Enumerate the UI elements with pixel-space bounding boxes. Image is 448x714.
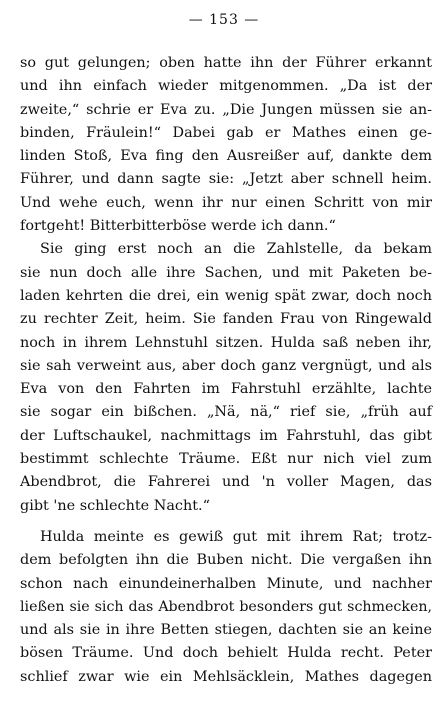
page-number: — 153 — — [188, 12, 260, 28]
text-line: der Luftschaukel, nachmittags im Fahrstuhl, das gibt — [20, 427, 432, 444]
paragraph-spacer — [20, 518, 432, 526]
body-text — [20, 52, 432, 689]
text-line: dem befolgten ihn die Buben nicht. Die vergaßen ihn — [20, 552, 432, 569]
text-line: und als sie in ihre Betten stiegen, dachten sie an keine — [20, 622, 432, 639]
text-line: ließen sie sich das Abendbrot besonders gut schmecken, — [20, 598, 432, 615]
text-line: zweite,“ schrie er Eva zu. „Die Jungen müssen sie an- — [20, 101, 432, 118]
text-line: Abendbrot, die Fahrerei und 'n voller Magen, das — [20, 474, 432, 491]
text-line: Hulda meinte es gewiß gut mit ihrem Rat; trotz- — [40, 528, 432, 545]
text-line: laden kehrten die drei, ein wenig spät zwar, doch noch — [20, 287, 432, 304]
text-line: sie nun doch alle ihre Sachen, und mit Paketen be- — [20, 264, 432, 281]
text-line: und ihn einfach wieder mitgenommen. „Da ist der — [20, 78, 432, 95]
text-line: Eva von den Fahrten im Fahrstuhl erzählte, lachte — [20, 381, 432, 398]
text-line: schon nach einundeinerhalben Minute, und nachher — [20, 575, 432, 592]
paragraph — [20, 52, 432, 238]
text-line: binden, Fräulein!“ Dabei gab er Mathes einen ge- — [20, 124, 432, 141]
text-line: bösen Träume. Und doch behielt Hulda recht. Peter — [20, 645, 432, 662]
text-line: Führer, und dann sagte sie: „Jetzt aber schnell heim. — [20, 171, 432, 188]
text-line: noch in ihrem Lehnstuhl sitzen. Hulda saß neben ihr, — [20, 334, 432, 351]
paragraph — [20, 526, 432, 689]
text-line: bestimmt schlechte Träume. Eßt nur nich viel zum — [20, 451, 432, 468]
text-line: schlief zwar wie ein Mehlsäcklein, Mathes dagegen — [20, 668, 432, 685]
text-line: fortgeht! Bitterbitterböse werde ich dann.“ — [20, 218, 336, 235]
text-line: sie sogar ein bißchen. „Nä, nä,“ rief sie, „früh auf — [20, 404, 432, 421]
text-line: so gut gelungen; oben hatte ihn der Führer erkannt — [20, 55, 432, 71]
text-line: gibt 'ne schlechte Nacht.“ — [20, 497, 210, 514]
text-line: sie sah verweint aus, aber doch ganz vergnügt, und als — [20, 357, 432, 374]
text-line: zu rechter Zeit, heim. Sie fanden Frau von Ringewald — [20, 311, 432, 328]
text-line: Sie ging erst noch an die Zahlstelle, da bekam — [40, 241, 432, 258]
paragraph — [20, 238, 432, 518]
text-line: linden Stoß, Eva fing den Ausreißer auf, dankte dem — [20, 148, 432, 165]
text-line: Und wehe euch, wenn ihr nur einen Schritt von mir — [20, 194, 432, 211]
